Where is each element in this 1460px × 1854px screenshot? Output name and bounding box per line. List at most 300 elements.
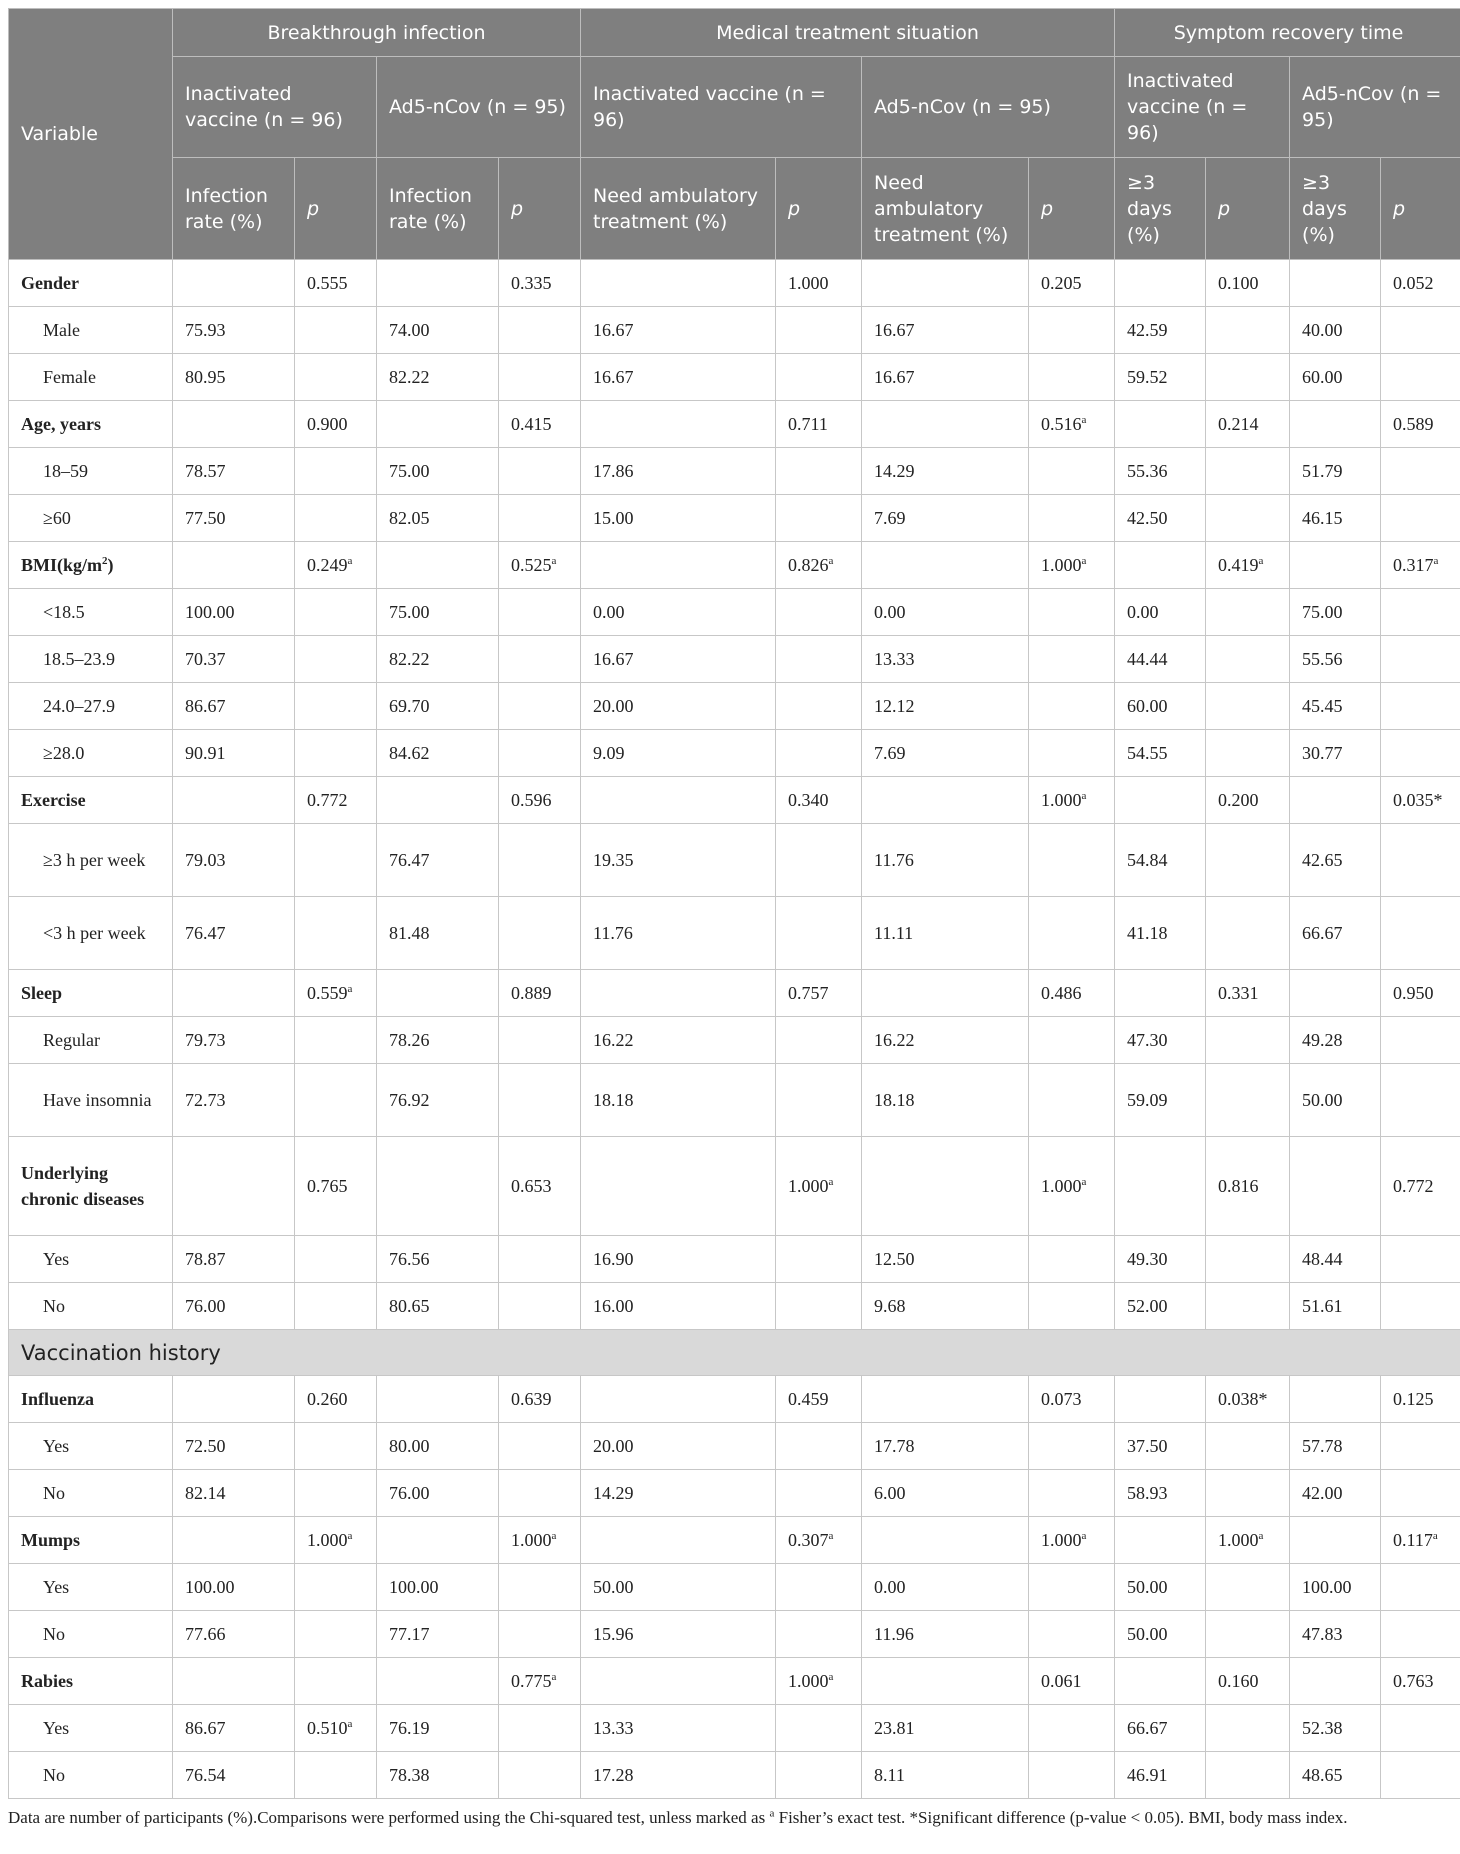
percent-cell: 30.77: [1290, 730, 1381, 777]
p-value-cell: 1.000$^a$: [499, 1517, 581, 1564]
percent-cell: 76.00: [173, 1283, 295, 1330]
p-value-cell: 0.100: [1206, 260, 1290, 307]
variable-label: $BMI(kg/m^2)$: [9, 542, 173, 589]
p-value-cell: 0.757: [776, 970, 862, 1017]
header-group-recovery: Symptom recovery time: [1115, 9, 1460, 57]
percent-cell: 66.67: [1115, 1705, 1206, 1752]
p-value-cell: [499, 1470, 581, 1517]
percent-cell: 100.00: [173, 1564, 295, 1611]
percent-cell: 58.93: [1115, 1470, 1206, 1517]
p-value-cell: [295, 589, 377, 636]
percent-cell: [377, 1517, 499, 1564]
percent-cell: 12.12: [862, 683, 1029, 730]
percent-cell: 47.83: [1290, 1611, 1381, 1658]
p-value-cell: [499, 730, 581, 777]
p-value-cell: [1029, 1064, 1115, 1137]
percent-cell: 46.15: [1290, 495, 1381, 542]
percent-cell: 77.17: [377, 1611, 499, 1658]
percent-cell: 76.92: [377, 1064, 499, 1137]
p-value-cell: [295, 730, 377, 777]
p-value-cell: [776, 636, 862, 683]
p-value-cell: [776, 448, 862, 495]
p-value-cell: 1.000$^a$: [295, 1517, 377, 1564]
variable-label: Gender: [9, 260, 173, 307]
table-container: [8, 8, 1453, 1830]
percent-cell: 80.00: [377, 1423, 499, 1470]
percent-cell: [173, 1137, 295, 1236]
percent-cell: [581, 1137, 776, 1236]
p-value-cell: [1381, 897, 1460, 970]
p-value-cell: 0.775$^a$: [499, 1658, 581, 1705]
percent-cell: 6.00: [862, 1470, 1029, 1517]
p-value-cell: [295, 1064, 377, 1137]
percent-cell: 78.38: [377, 1752, 499, 1799]
percent-cell: 20.00: [581, 1423, 776, 1470]
percent-cell: 55.36: [1115, 448, 1206, 495]
p-value-cell: [295, 1470, 377, 1517]
section-row: [9, 1330, 1460, 1376]
percent-cell: 60.00: [1115, 683, 1206, 730]
percent-cell: 75.00: [377, 589, 499, 636]
category-label: No: [9, 1283, 173, 1330]
p-value-cell: [1206, 683, 1290, 730]
category-label: ≥60: [9, 495, 173, 542]
p-value-cell: [295, 683, 377, 730]
percent-cell: 76.47: [173, 897, 295, 970]
p-value-cell: 0.073: [1029, 1376, 1115, 1423]
variable-label: Age, years: [9, 401, 173, 448]
p-value-cell: [1029, 1423, 1115, 1470]
p-value-cell: [499, 636, 581, 683]
p-value-cell: 1.000$^a$: [776, 1137, 862, 1236]
percent-cell: 16.67: [862, 307, 1029, 354]
percent-cell: 37.50: [1115, 1423, 1206, 1470]
p-value-cell: [1206, 1611, 1290, 1658]
category-label: ≥28.0: [9, 730, 173, 777]
p-value-cell: 0.200: [1206, 777, 1290, 824]
percent-cell: 72.73: [173, 1064, 295, 1137]
header-subgroup: Ad5-nCov (n = 95): [1290, 57, 1460, 158]
p-value-cell: [1381, 1470, 1460, 1517]
p-value-cell: [776, 730, 862, 777]
table-header: [9, 9, 1460, 260]
table-row: [9, 897, 1460, 970]
percent-cell: [173, 777, 295, 824]
percent-cell: 12.50: [862, 1236, 1029, 1283]
header-group-medical: Medical treatment situation: [581, 9, 1115, 57]
percent-cell: [1290, 1376, 1381, 1423]
percent-cell: [1115, 970, 1206, 1017]
p-value-cell: [1381, 1752, 1460, 1799]
header-subgroup: Inactivated vaccine (n = 96): [581, 57, 862, 158]
header-p-value: p: [1206, 158, 1290, 260]
category-label: Male: [9, 307, 173, 354]
p-value-cell: 1.000$^a$: [1029, 1517, 1115, 1564]
p-value-cell: 0.340: [776, 777, 862, 824]
p-value-cell: [1029, 636, 1115, 683]
percent-cell: [1290, 1137, 1381, 1236]
percent-cell: [581, 401, 776, 448]
percent-cell: 16.67: [581, 307, 776, 354]
p-value-cell: 1.000$^a$: [1206, 1517, 1290, 1564]
percent-cell: 0.00: [581, 589, 776, 636]
p-value-cell: [295, 448, 377, 495]
p-value-cell: 0.596: [499, 777, 581, 824]
percent-cell: [1290, 777, 1381, 824]
p-value-cell: 0.125: [1381, 1376, 1460, 1423]
percent-cell: [862, 970, 1029, 1017]
table-row: [9, 589, 1460, 636]
p-value-cell: [295, 1564, 377, 1611]
percent-cell: 42.00: [1290, 1470, 1381, 1517]
header-subgroup: Inactivated vaccine (n = 96): [173, 57, 377, 158]
p-value-cell: [1206, 1470, 1290, 1517]
percent-cell: 78.26: [377, 1017, 499, 1064]
percent-cell: [1115, 542, 1206, 589]
p-value-cell: 0.900: [295, 401, 377, 448]
p-value-cell: 0.559$^a$: [295, 970, 377, 1017]
p-value-cell: [1381, 1236, 1460, 1283]
p-value-cell: [295, 1752, 377, 1799]
p-value-cell: [1029, 1283, 1115, 1330]
p-value-cell: [776, 1283, 862, 1330]
percent-cell: [862, 1517, 1029, 1564]
p-value-cell: [295, 1283, 377, 1330]
percent-cell: 17.28: [581, 1752, 776, 1799]
p-value-cell: [1206, 307, 1290, 354]
header-measure: Need ambulatory treatment (%): [862, 158, 1029, 260]
p-value-cell: 0.486: [1029, 970, 1115, 1017]
p-value-cell: 0.214: [1206, 401, 1290, 448]
percent-cell: [581, 777, 776, 824]
p-value-cell: [295, 897, 377, 970]
p-value-cell: 0.816: [1206, 1137, 1290, 1236]
p-value-cell: 0.639: [499, 1376, 581, 1423]
percent-cell: 60.00: [1290, 354, 1381, 401]
p-value-cell: [1029, 1564, 1115, 1611]
percent-cell: 42.50: [1115, 495, 1206, 542]
table-footnote: Data are number of participants (%).Comparisons were performed using the Chi-squared test, unless marked as $^a$ Fisher’s exact test. *Significant difference (p-value < 0.05). BMI, body mass index.: [8, 1807, 1348, 1827]
table-row: [9, 354, 1460, 401]
percent-cell: 50.00: [1115, 1611, 1206, 1658]
p-value-cell: [499, 683, 581, 730]
p-value-cell: [776, 824, 862, 897]
variable-label: Rabies: [9, 1658, 173, 1705]
p-value-cell: [1381, 448, 1460, 495]
percent-cell: [173, 1376, 295, 1423]
percent-cell: 50.00: [581, 1564, 776, 1611]
p-value-cell: 0.763: [1381, 1658, 1460, 1705]
p-value-cell: [295, 1611, 377, 1658]
percent-cell: [1115, 1137, 1206, 1236]
percent-cell: 74.00: [377, 307, 499, 354]
p-value-cell: [499, 1017, 581, 1064]
category-label: No: [9, 1611, 173, 1658]
p-value-cell: [776, 1423, 862, 1470]
p-value-cell: [295, 1423, 377, 1470]
percent-cell: 11.96: [862, 1611, 1029, 1658]
percent-cell: 49.30: [1115, 1236, 1206, 1283]
header-variable: Variable: [9, 9, 173, 260]
p-value-cell: 0.117$^a$: [1381, 1517, 1460, 1564]
percent-cell: [377, 1137, 499, 1236]
p-value-cell: 0.589: [1381, 401, 1460, 448]
p-value-cell: 0.826$^a$: [776, 542, 862, 589]
percent-cell: 47.30: [1115, 1017, 1206, 1064]
p-value-cell: [1029, 1236, 1115, 1283]
p-value-cell: [1029, 1017, 1115, 1064]
p-value-cell: [1206, 448, 1290, 495]
percent-cell: 78.57: [173, 448, 295, 495]
p-value-cell: 0.419$^a$: [1206, 542, 1290, 589]
category-label: 24.0–27.9: [9, 683, 173, 730]
percent-cell: 48.44: [1290, 1236, 1381, 1283]
percent-cell: 54.84: [1115, 824, 1206, 897]
category-label: Female: [9, 354, 173, 401]
percent-cell: [377, 1376, 499, 1423]
table-row: [9, 307, 1460, 354]
percent-cell: [1115, 260, 1206, 307]
percent-cell: 80.65: [377, 1283, 499, 1330]
p-value-cell: [499, 1423, 581, 1470]
header-measure: Infection rate (%): [173, 158, 295, 260]
p-value-cell: [295, 1658, 377, 1705]
percent-cell: 0.00: [862, 589, 1029, 636]
p-value-cell: 0.415: [499, 401, 581, 448]
p-value-cell: [1029, 1752, 1115, 1799]
section-label: Vaccination history: [9, 1330, 1460, 1376]
percent-cell: 75.00: [1290, 589, 1381, 636]
percent-cell: 100.00: [1290, 1564, 1381, 1611]
table-row: [9, 495, 1460, 542]
p-value-cell: 0.035*: [1381, 777, 1460, 824]
percent-cell: 16.22: [581, 1017, 776, 1064]
percent-cell: 23.81: [862, 1705, 1029, 1752]
header-p-value: p: [776, 158, 862, 260]
percent-cell: 100.00: [377, 1564, 499, 1611]
percent-cell: 14.29: [862, 448, 1029, 495]
p-value-cell: [1381, 1705, 1460, 1752]
p-value-cell: [499, 824, 581, 897]
table-row: [9, 1752, 1460, 1799]
percent-cell: 82.14: [173, 1470, 295, 1517]
p-value-cell: [1206, 897, 1290, 970]
percent-cell: [862, 260, 1029, 307]
p-value-cell: 1.000$^a$: [1029, 1137, 1115, 1236]
p-value-cell: [1029, 824, 1115, 897]
variable-label: Underlying chronic diseases: [9, 1137, 173, 1236]
percent-cell: 59.52: [1115, 354, 1206, 401]
percent-cell: 42.65: [1290, 824, 1381, 897]
percent-cell: 15.00: [581, 495, 776, 542]
percent-cell: 82.05: [377, 495, 499, 542]
p-value-cell: [1029, 1470, 1115, 1517]
percent-cell: [1115, 1658, 1206, 1705]
p-value-cell: 1.000$^a$: [1029, 777, 1115, 824]
p-value-cell: 0.950: [1381, 970, 1460, 1017]
header-p-value: p: [295, 158, 377, 260]
p-value-cell: 0.653: [499, 1137, 581, 1236]
p-value-cell: [1206, 1564, 1290, 1611]
table-row: [9, 1017, 1460, 1064]
percent-cell: 54.55: [1115, 730, 1206, 777]
percent-cell: [862, 401, 1029, 448]
category-label: No: [9, 1752, 173, 1799]
percent-cell: [377, 777, 499, 824]
percent-cell: 78.87: [173, 1236, 295, 1283]
p-value-cell: 0.459: [776, 1376, 862, 1423]
percent-cell: 18.18: [581, 1064, 776, 1137]
results-table: [8, 8, 1460, 1799]
p-value-cell: 0.555: [295, 260, 377, 307]
p-value-cell: [1206, 1423, 1290, 1470]
table-row: [9, 1064, 1460, 1137]
p-value-cell: [1381, 1423, 1460, 1470]
percent-cell: [173, 542, 295, 589]
percent-cell: 75.93: [173, 307, 295, 354]
percent-cell: 17.78: [862, 1423, 1029, 1470]
category-label: Regular: [9, 1017, 173, 1064]
percent-cell: 52.00: [1115, 1283, 1206, 1330]
header-measure: ≥3 days (%): [1290, 158, 1381, 260]
percent-cell: 80.95: [173, 354, 295, 401]
p-value-cell: [1029, 307, 1115, 354]
percent-cell: 48.65: [1290, 1752, 1381, 1799]
p-value-cell: [776, 1705, 862, 1752]
table-row: [9, 1564, 1460, 1611]
p-value-cell: [1206, 1064, 1290, 1137]
category-label: 18–59: [9, 448, 173, 495]
percent-cell: [173, 260, 295, 307]
percent-cell: 11.76: [581, 897, 776, 970]
percent-cell: 13.33: [862, 636, 1029, 683]
p-value-cell: [295, 1236, 377, 1283]
percent-cell: [377, 401, 499, 448]
p-value-cell: [1206, 1283, 1290, 1330]
header-subgroup: Inactivated vaccine (n = 96): [1115, 57, 1290, 158]
percent-cell: 77.50: [173, 495, 295, 542]
variable-row: [9, 1658, 1460, 1705]
p-value-cell: [1206, 1705, 1290, 1752]
percent-cell: [581, 970, 776, 1017]
category-label: <3 h per week: [9, 897, 173, 970]
variable-label: Influenza: [9, 1376, 173, 1423]
percent-cell: 82.22: [377, 636, 499, 683]
p-value-cell: [499, 1705, 581, 1752]
p-value-cell: [1381, 683, 1460, 730]
percent-cell: [1290, 1517, 1381, 1564]
variable-row: [9, 777, 1460, 824]
p-value-cell: 0.061: [1029, 1658, 1115, 1705]
p-value-cell: 0.307$^a$: [776, 1517, 862, 1564]
p-value-cell: [776, 1017, 862, 1064]
percent-cell: 50.00: [1115, 1564, 1206, 1611]
p-value-cell: [776, 1564, 862, 1611]
p-value-cell: [1381, 1283, 1460, 1330]
p-value-cell: [499, 1064, 581, 1137]
p-value-cell: [499, 1611, 581, 1658]
percent-cell: 66.67: [1290, 897, 1381, 970]
p-value-cell: 0.772: [295, 777, 377, 824]
p-value-cell: [295, 354, 377, 401]
percent-cell: [581, 1658, 776, 1705]
p-value-cell: [1381, 1017, 1460, 1064]
p-value-cell: 0.889: [499, 970, 581, 1017]
p-value-cell: [295, 307, 377, 354]
p-value-cell: [776, 1752, 862, 1799]
percent-cell: 16.67: [581, 636, 776, 683]
percent-cell: [862, 1658, 1029, 1705]
percent-cell: 76.47: [377, 824, 499, 897]
percent-cell: [1115, 1376, 1206, 1423]
p-value-cell: 0.205: [1029, 260, 1115, 307]
percent-cell: 100.00: [173, 589, 295, 636]
p-value-cell: [1381, 824, 1460, 897]
percent-cell: 16.00: [581, 1283, 776, 1330]
percent-cell: 0.00: [862, 1564, 1029, 1611]
percent-cell: [1290, 542, 1381, 589]
percent-cell: 44.44: [1115, 636, 1206, 683]
category-label: Yes: [9, 1564, 173, 1611]
table-row: [9, 1611, 1460, 1658]
percent-cell: 0.00: [1115, 589, 1206, 636]
p-value-cell: [295, 495, 377, 542]
percent-cell: 14.29: [581, 1470, 776, 1517]
p-value-cell: [499, 495, 581, 542]
p-value-cell: 0.510$^a$: [295, 1705, 377, 1752]
header-subgroup: Ad5-nCov (n = 95): [377, 57, 581, 158]
category-label: Yes: [9, 1236, 173, 1283]
p-value-cell: [1206, 1752, 1290, 1799]
header-measure: Need ambulatory treatment (%): [581, 158, 776, 260]
percent-cell: 49.28: [1290, 1017, 1381, 1064]
p-value-cell: 0.249$^a$: [295, 542, 377, 589]
percent-cell: [581, 1376, 776, 1423]
p-value-cell: [295, 1017, 377, 1064]
p-value-cell: 0.765: [295, 1137, 377, 1236]
category-label: Yes: [9, 1423, 173, 1470]
p-value-cell: [1029, 589, 1115, 636]
percent-cell: [377, 970, 499, 1017]
percent-cell: 82.22: [377, 354, 499, 401]
percent-cell: [862, 777, 1029, 824]
percent-cell: 79.03: [173, 824, 295, 897]
percent-cell: [377, 542, 499, 589]
percent-cell: 76.54: [173, 1752, 295, 1799]
percent-cell: 50.00: [1290, 1064, 1381, 1137]
percent-cell: 81.48: [377, 897, 499, 970]
percent-cell: [377, 1658, 499, 1705]
category-label: Have insomnia: [9, 1064, 173, 1137]
percent-cell: 55.56: [1290, 636, 1381, 683]
percent-cell: [1290, 260, 1381, 307]
p-value-cell: [499, 897, 581, 970]
p-value-cell: 0.317$^a$: [1381, 542, 1460, 589]
p-value-cell: [499, 1236, 581, 1283]
percent-cell: [173, 970, 295, 1017]
variable-row: [9, 1376, 1460, 1423]
percent-cell: 9.68: [862, 1283, 1029, 1330]
p-value-cell: [499, 1752, 581, 1799]
percent-cell: 16.22: [862, 1017, 1029, 1064]
variable-row: [9, 542, 1460, 589]
category-label: ≥3 h per week: [9, 824, 173, 897]
p-value-cell: [1381, 730, 1460, 777]
header-subgroup: Ad5-nCov (n = 95): [862, 57, 1115, 158]
p-value-cell: [776, 897, 862, 970]
percent-cell: 41.18: [1115, 897, 1206, 970]
p-value-cell: [1381, 354, 1460, 401]
